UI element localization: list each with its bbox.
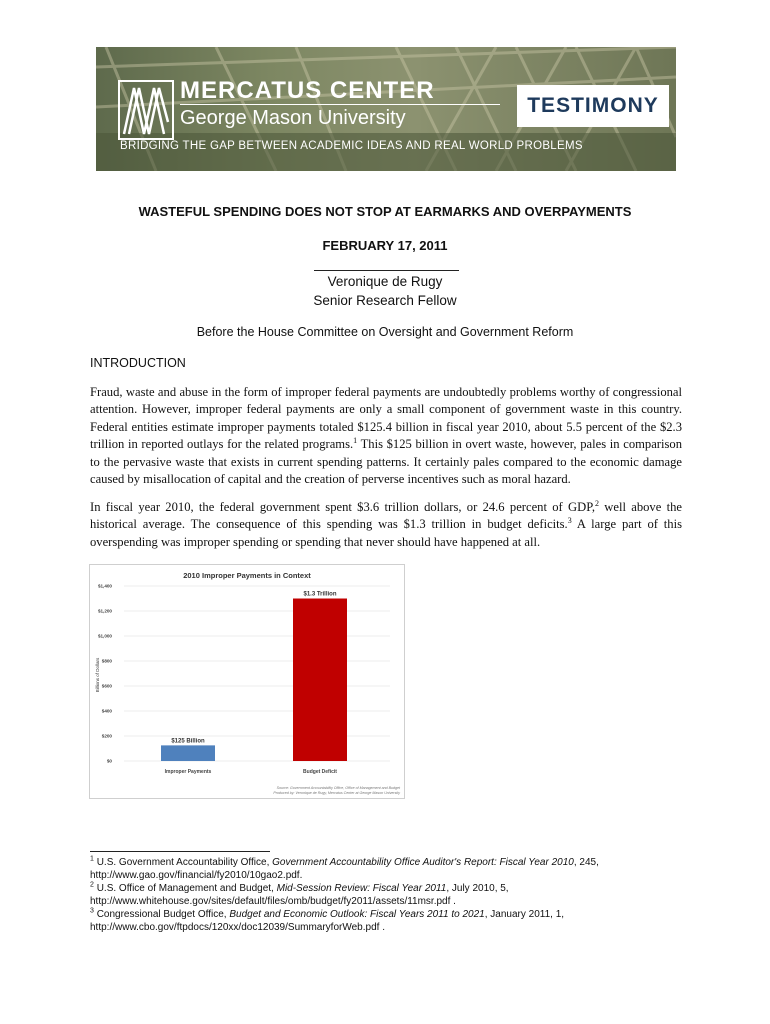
paragraph-1-text-a: Fraud, waste and abuse in the form of improper federal payments are undoubtedly problems worthy of congressional attention. However, improper federal payments are only a small component of government waste in this country. Federal entities estimate improper payments totaled $125.4 billion in fiscal year 2010, about 5.5 percent of the $2.3 trillion in reported outlays for the related programs. [90, 385, 682, 452]
paragraph-1-text-b: This $125 billion in overt waste, however, pales in comparison to the pervasive waste that exists in current spending patterns. It certainly pales compared to the economic damage caused by misallocation of capital and the creation of perverse incentives such as moral hazard. [90, 437, 682, 487]
paragraph-1 [90, 384, 682, 488]
footnote-3 [90, 908, 690, 934]
paragraph-2-text-c: A large part of this overspending was improper spending or spending that never should have happened at all. [90, 517, 683, 549]
chart-data-label: $125 Billion [171, 738, 205, 745]
footnote-title: Mid-Session Review: Fiscal Year 2011 [276, 883, 447, 894]
org-name: MERCATUS CENTER [180, 77, 435, 104]
chart-y-tick-label: $400 [101, 708, 112, 714]
footnote-link[interactable]: http://www.whitehouse.gov/sites/default/files/omb/budget/fy2011/assets/11msr.pdf . [90, 896, 456, 907]
footnote-link[interactable]: http://www.cbo.gov/ftpdocs/120xx/doc12039/SummaryforWeb.pdf . [90, 922, 385, 933]
chart-y-tick-label: $200 [101, 733, 112, 739]
footnotes [90, 856, 690, 934]
footnote-ref-3[interactable]: 3 [567, 516, 572, 526]
section-heading: INTRODUCTION [90, 356, 186, 370]
footnote-text: U.S. Government Accountability Office, [96, 857, 273, 868]
banner-tagline: BRIDGING THE GAP BETWEEN ACADEMIC IDEAS AND REAL WORLD PROBLEMS [120, 140, 583, 152]
footnote-number: 3 [90, 907, 94, 915]
paragraph-2-text-b: well above the historical average. The consequence of this spending was $1.3 trillion in budget deficits. [90, 500, 682, 532]
footnote-1 [90, 856, 690, 882]
page-title: WASTEFUL SPENDING DOES NOT STOP AT EARMARKS AND OVERPAYMENTS [138, 204, 632, 219]
logo-divider [180, 104, 500, 105]
footnote-text: U.S. Office of Management and Budget, [96, 883, 277, 894]
author-rule [314, 270, 459, 271]
author-name: Veronique de Rugy [327, 274, 443, 289]
footnote-2 [90, 882, 690, 908]
footnote-title: Budget and Economic Outlook: Fiscal Years 2011 to 2021 [229, 909, 485, 920]
footnote-title: Government Accountability Office Auditor's Report: Fiscal Year 2010 [272, 857, 574, 868]
footnote-rule [90, 851, 270, 852]
chart-y-tick-label: $0 [106, 758, 112, 764]
org-subtitle: George Mason University [180, 107, 406, 129]
testimony-date: FEBRUARY 17, 2011 [322, 238, 448, 253]
footnote-number: 1 [90, 855, 94, 863]
chart-y-tick-label: $1,400 [97, 583, 112, 589]
mercatus-logo-icon [118, 80, 174, 140]
chart-y-tick-label: $1,000 [97, 633, 112, 639]
chart-y-tick-label: $1,200 [97, 608, 112, 614]
footnote-text: , 245, [573, 857, 599, 868]
chart-category-label: Improper Payments [164, 769, 212, 775]
paragraph-2 [90, 499, 682, 551]
footnote-text: , January 2011, 1, [484, 909, 565, 920]
chart-svg [90, 565, 404, 798]
chart-title: 2010 Improper Payments in Context [183, 571, 311, 580]
footnote-ref-1[interactable]: 1 [353, 436, 358, 446]
chart-source-line-2: Produced by: Veronique de Rugy, Mercatus Center at George Mason University [273, 791, 400, 795]
footnote-text: , July 2010, 5, [446, 883, 509, 894]
chart-source-line-1: Source: Government Accountability Office, Office of Management and Budget [276, 786, 400, 790]
chart-bar-1 [293, 599, 347, 762]
chart-y-tick-label: $800 [101, 658, 112, 664]
footnote-ref-2[interactable]: 2 [594, 498, 599, 508]
footnote-link[interactable]: http://www.gao.gov/financial/fy2010/10gao2.pdf. [90, 870, 303, 881]
chart-y-tick-label: $600 [101, 683, 112, 689]
doc-type-badge: TESTIMONY [517, 85, 669, 127]
committee-line: Before the House Committee on Oversight and Government Reform [196, 325, 574, 339]
author-role: Senior Research Fellow [313, 293, 457, 308]
improper-payments-chart [89, 564, 405, 799]
footnote-number: 2 [90, 881, 94, 889]
paragraph-2-text-a: In fiscal year 2010, the federal government spent $3.6 trillion dollars, or 24.6 percent of GDP, [90, 500, 595, 514]
chart-bar-0 [161, 745, 215, 761]
chart-y-axis-label: Billions of Dollars [95, 657, 100, 693]
chart-data-label: $1.3 Trillion [303, 591, 337, 598]
footnote-text: Congressional Budget Office, [96, 909, 230, 920]
chart-category-label: Budget Deficit [303, 769, 337, 775]
header-banner [96, 47, 676, 171]
